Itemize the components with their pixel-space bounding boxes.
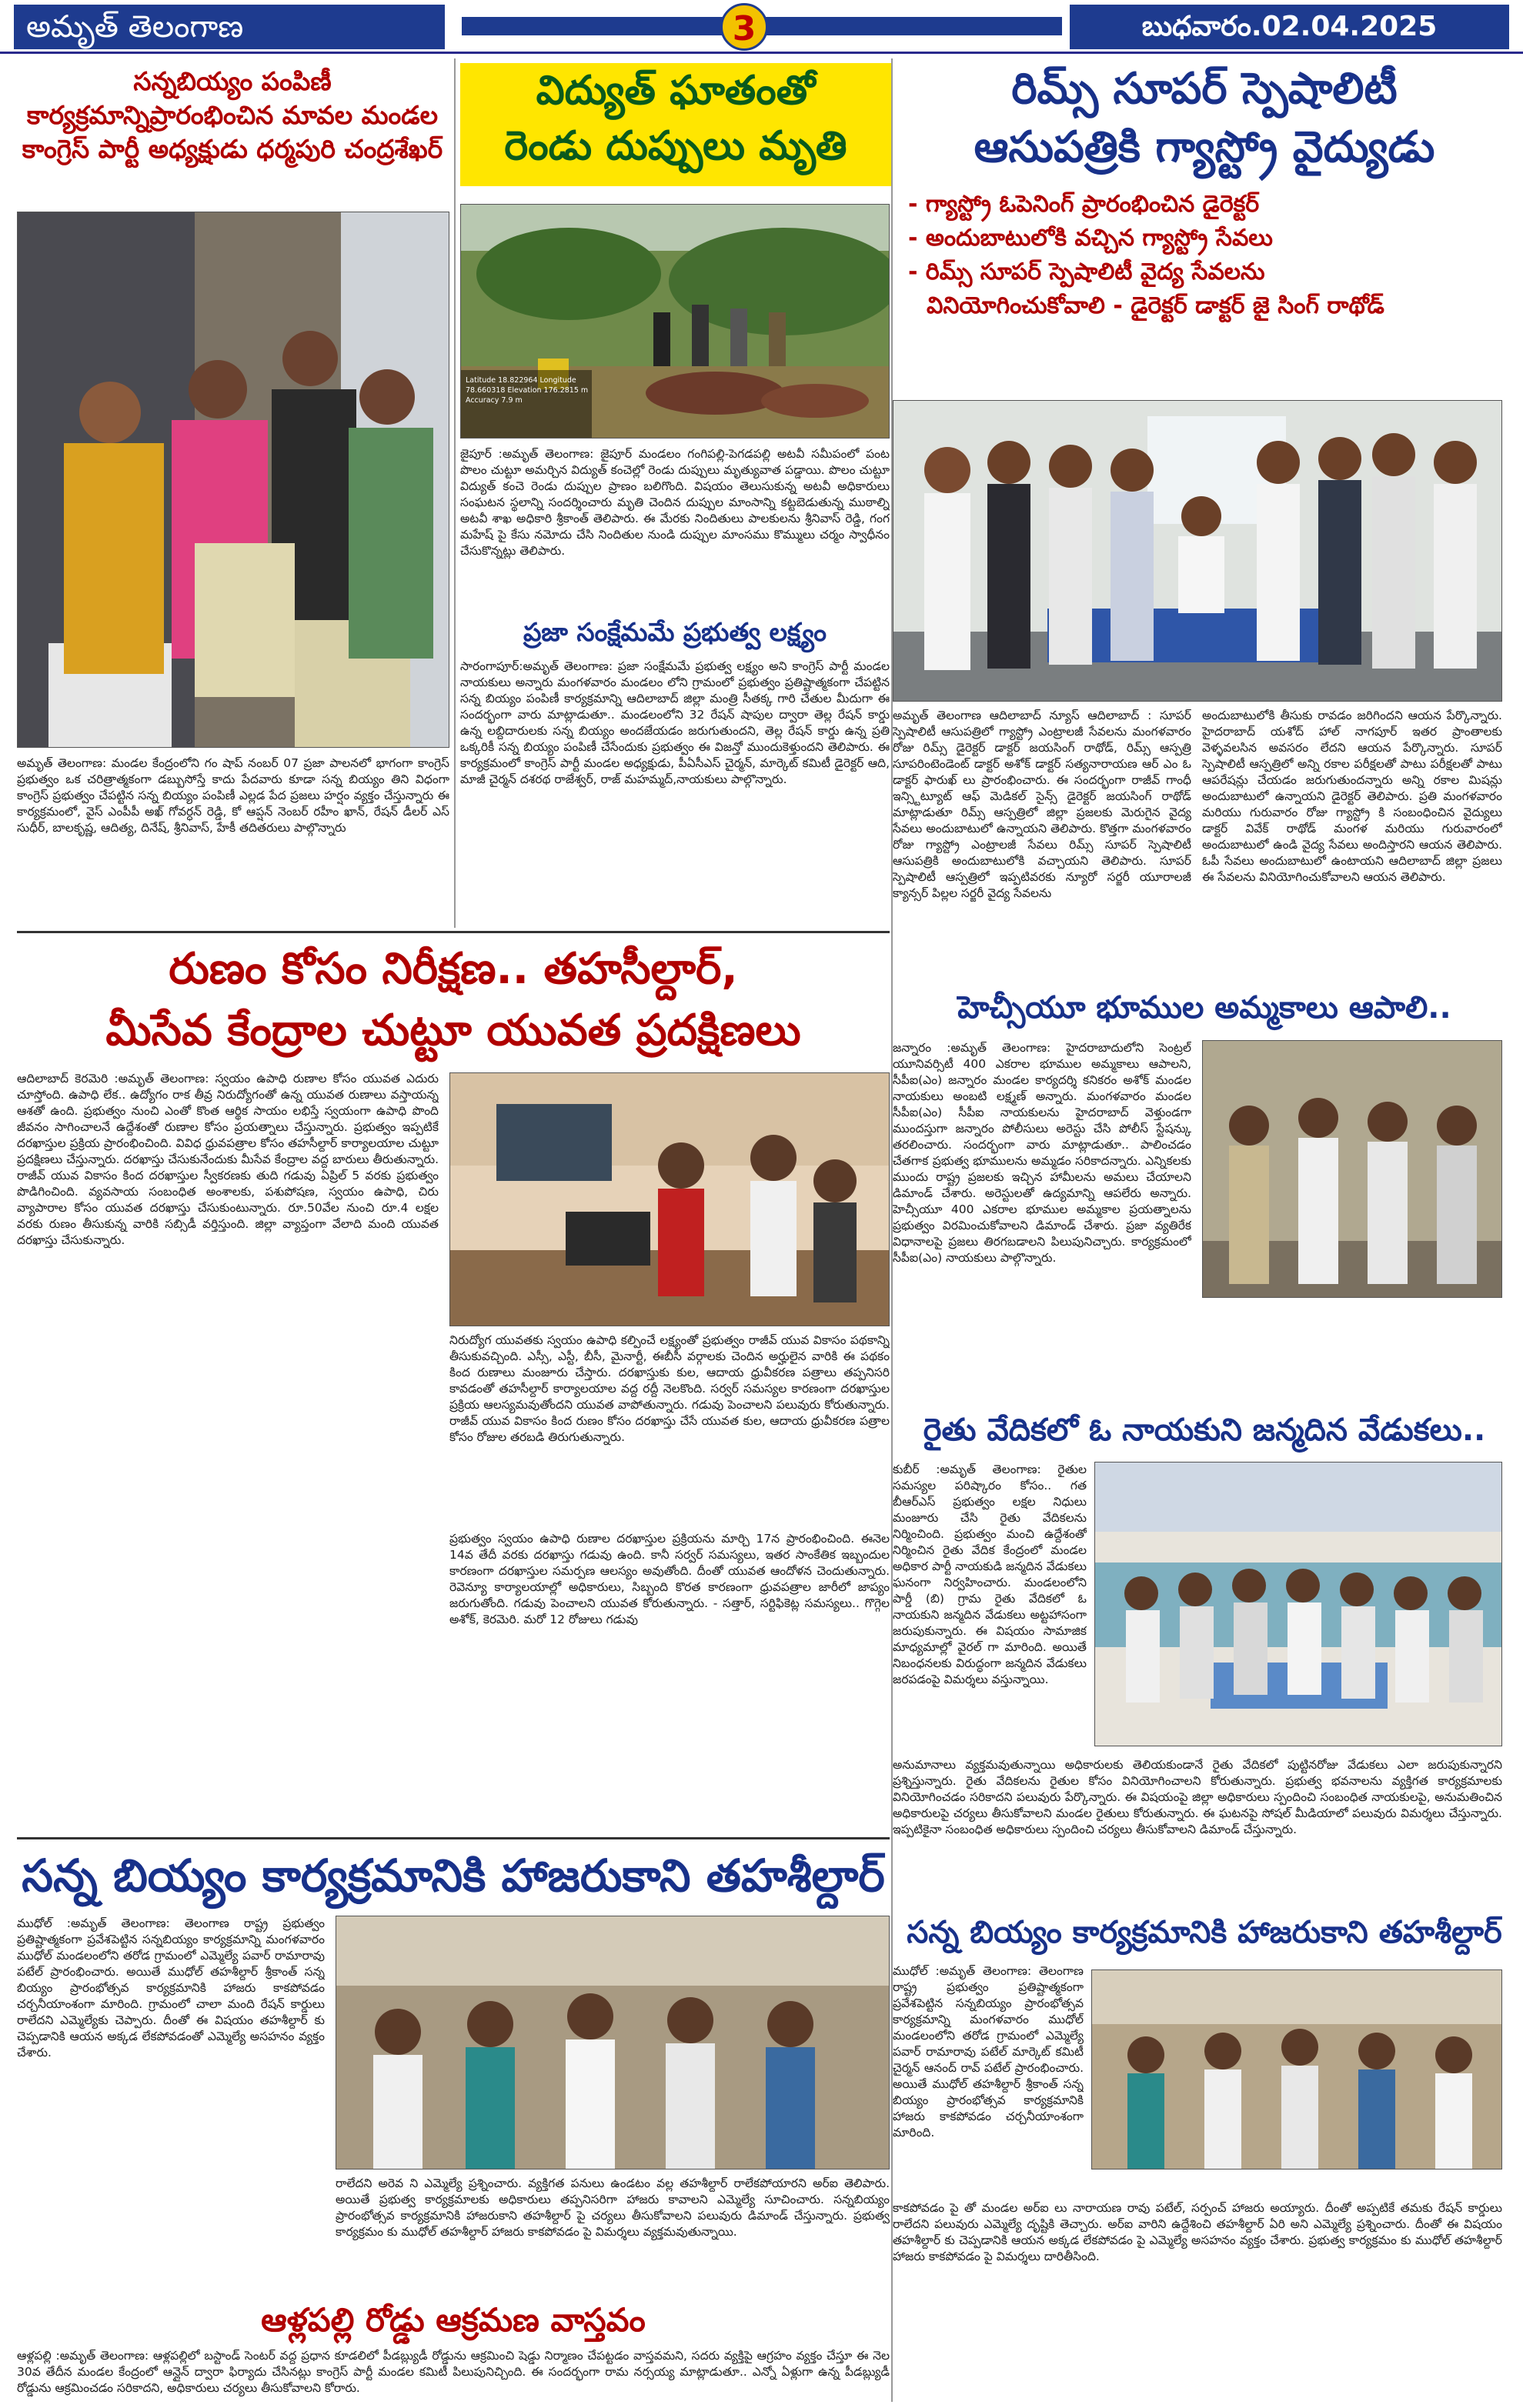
loans-headline-line2: మీసేవ కేంద్రాల చుట్టూ యువత ప్రదక్షిణలు — [105, 1006, 801, 1056]
rims-bullet-list — [908, 188, 1516, 395]
rims-bullet: - గ్యాస్ట్రో ఓపెనింగ్ ప్రారంభించిన డైరెక్టర్ — [908, 191, 1260, 218]
tahsildar-left-col2: రాలేదని అరెవ ని ఎమ్మెల్యే ప్రశ్నించారు. వ్యక్తిగత పనులు ఉండటం వల్ల తహశీల్దార్ రాలేకపోయారని అర్ఐ తెలిపారు. అయితే ప్రభుత్వ కార్యక్రమాలకు అధికారులు తప్పనిసరిగా హాజరు కావాలని ఎమ్మెల్యే సూచించారు. సన్నబియ్యం ప్రారంభోత్సవ కార్యక్రమానికి హాజరుకాని తహశీల్దార్ పై చర్యలు తీసుకోవాలని పలువురు డిమాండ్ చేస్తున్నారు. ప్రభుత్వ కార్యక్రమం కు ముధోల్ తహశీల్దార్ హాజరు కాకపోవడం పై విమర్శలు వ్యక్తమవుతున్నాయి. — [336, 2176, 890, 2239]
cpim-arrest-photo — [1202, 1040, 1502, 1298]
electric-headline-box — [460, 63, 891, 186]
issue-date: బుధవారం.02.04.2025 — [1070, 5, 1509, 49]
rice-headline: సన్నబియ్యం పంపిణీ కార్యక్రమాన్నిప్రారంభించిన మావల మండల కాంగ్రెస్ పార్టీ అధ్యక్షుడు ధర్మపురి చంద్రశేఖర్ — [22, 66, 443, 164]
electric-headline-line1: విద్యుత్ ఘాతంతో — [536, 68, 816, 114]
hcu-article-body-cont — [893, 1300, 1502, 1392]
rice-scheme-event-photo — [1091, 1969, 1502, 2170]
tahsildar-headline-right: సన్న బియ్యం కార్యక్రమానికి హాజరుకాని తహశీల్దార్ — [907, 1915, 1502, 1950]
rice-distribution-photo — [17, 212, 449, 748]
road-headline: ఆళ్లపల్లి రోడ్డు ఆక్రమణ వాస్తవం — [261, 2301, 646, 2339]
loans-article-col2: నిరుద్యోగ యువతకు స్వయం ఉపాధి కల్పించే లక్ష్యంతో ప్రభుత్వం రాజీవ్ యువ వికాసం పథకాన్ని తీసుకువచ్చింది. ఎస్సీ, ఎస్టీ, బీసీ, మైనార్టీ, ఈబీసీ వర్గాలకు చెందిన అర్హులైన వారికి ఈ పథకం కింద రుణాలు మంజూరు చేస్తారు. దరఖాస్తుకు కుల, ఆదాయ ధ్రువీకరణ పత్రాలు తప్పనిసరి కావడంతో తహసీల్దార్ కార్యాలయాల వద్ద రద్దీ నెలకొంది. సర్వర్ సమస్యల కారణంగా దరఖాస్తుల ప్రక్రియ ఆలస్యమవుతోందని యువత వాపోతున్నారు. గడువు పెంచాలని పలువురు కోరుతున్నారు. రాజీవ్ యువ వికాసం కింద రుణం కోసం దరఖాస్తు చేసే యువత కుల, ఆదాయ ధ్రువీకరణ పత్రాల కోసం రోజుల తరబడి తిరుగుతున్నారు. — [449, 1333, 890, 1444]
road-article-body: ఆళ్లపల్లి :అమృత్ తెలంగాణ: ఆళ్లపల్లిలో బస్టాండ్ సెంటర్ వద్ద ప్రధాన కూడలిలో పీడబ్ల్యుడీ రోడ్డును ఆక్రమించి షెడ్డు నిర్మాణం చేపట్టడం వాస్తవమని, సదరు వ్యక్తిపై ఆగ్రహం వ్యక్తం చేస్తూ ఈ నెల 30వ తేదీన మండల కేంద్రంలో ఆన్లైన్ ద్వారా ఫిర్యాదు చేసినట్లు కాంగ్రెస్ పార్టీ మండల కమిటీ పిలుపునిచ్చింది. ఈ సందర్భంగా రామ నర్సయ్య మాట్లాడుతూ.. ఎన్నో ఏళ్లుగా ఉన్న పీడబ్ల్యుడీ రోడ్డును ఆక్రమించడం సరికాదని, అధికారులు చర్యలు తీసుకోవాలని కోరారు. — [17, 2349, 890, 2395]
rims-article-col1: అమృత్ తెలంగాణ ఆదిలాబాద్ న్యూస్ ఆదిలాబాద్ : సూపర్ స్పెషాలిటీ ఆసుపత్రిలో గ్యాస్ట్రో ఎంట్రాలజీ సేవలను మంగళవారం రోజు రిమ్స్ డైరెక్టర్ డాక్టర్ జయసింగ్ రాథోడ్, రిమ్స్ ఆస్పత్రి సూపరింటెండెంట్ డాక్టర్ అశోక్ డాక్టర్ సత్యనారాయణ ఆర్ ఎం ఓ డాక్టర్ ఫారుఖ్ లు ప్రారంభించారు. ఈ సందర్భంగా రాజీవ్ గాంధీ ఇన్స్టిట్యూట్ ఆఫ్ మెడికల్ సైన్స్ డైరెక్టర్ జయసింగ్ రాథోడ్ మాట్లాడుతూ రిమ్స్ ఆస్పత్రిలో జిల్లా ప్రజలకు మెరుగైన వైద్య సేవలు అందుబాటులో ఉన్నాయని తెలిపారు. కొత్తగా మంగళవారం రోజు గ్యాస్ట్రో ఎంట్రాలజీ సేవలు రిమ్స్ సూపర్ స్పెషాలిటీ ఆసుపత్రికి అందుబాటులోకి వచ్చాయని తెలిపారు. సూపర్ స్పెషాలిటీ ఆస్పత్రిలో ఇప్పటివరకు న్యూరో సర్జరీ యూరాలజీ క్యాన్సర్ పిల్లల సర్జరీ వైద్య సేవలను — [893, 709, 1191, 900]
tahsildar-right-col2: కాకపోవడం పై తో మండల అర్ఐ లు నారాయణ రావు పటేల్, సర్పంచ్ హాజరు అయ్యారు. దీంతో అప్పటికే తమకు రేషన్ కార్డులు రాలేదని పలువురు ఎమ్మెల్యే దృష్టికి తెచ్చారు. అర్ఐ వారిని ఉద్దేశించి తహశీల్దార్ ఏరి అని ఎమ్మెల్యే ప్రశ్నించారు. దీంతో ఈ విషయం తహశీల్దార్ కు చెప్పడానికి ఆయన అక్కడ లేకపోవడం పై ఎమ్మెల్యే అసహనం వ్యక్తం చేశారు. ప్రభుత్వ కార్యక్రమం కు ముధోల్ తహశీల్దార్ హాజరు కాకపోవడం పై విమర్శలు దారితీసింది. — [893, 2201, 1502, 2263]
hcu-article-body: జన్నారం :అమృత్ తెలంగాణ: హైదరాబాదులోని సెంట్రల్ యూనివర్సిటీ 400 ఎకరాల భూముల అమ్మకాలు ఆపాలని, సీపీఐ(ఎం) జన్నారం మండల కార్యదర్శి కనికరం అశోక్ మండల నాయకులు అంబటి లక్ష్మణ్ అన్నారు. మంగళవారం మండల సీపీఐ(ఎం) సీపీఐ నాయకులను హైదరాబాద్ వెళ్తుండగా ముందస్తుగా జన్నారం పోలీసులు అరెస్టు చేసి పోలీస్ స్టేషన్కు తరలించారు. సందర్భంగా వారు మాట్లాడుతూ.. పాలించడం చేతగాక ప్రభుత్వ భూములను అమ్మడం సరికాదన్నారు. ఎన్నికలకు ముందు రాష్ట్ర ప్రజలకు ఇచ్చిన హామీలను అమలు చేయాలని డిమాండ్ చేశారు. అరెస్టులతో ఉద్యమాన్ని ఆపలేరు అన్నారు. హెచ్సీయూ 400 ఎకరాల భూముల అమ్మకాల ప్రయత్నాలను ప్రభుత్వం విరమించుకోవాలని డిమాండ్ చేశారు. ప్రజా వ్యతిరేక విధానాలపై ప్రజలు తిరగబడాలని పిలుపునిచ్చారు. కార్యక్రమంలో సీపీఐ(ఎం) నాయకులు పాల్గొన్నారు. — [893, 1041, 1191, 1265]
page-number: 3 — [720, 3, 768, 51]
tahsildar-right-col1: ముధోల్ :అమృత్ తెలంగాణ: తెలంగాణ రాష్ట్ర ప్రభుత్వం ప్రతిష్టాత్మకంగా ప్రవేశపెట్టిన సన్నబియ్యం ప్రారంభోత్సవ కార్యక్రమాన్ని మంగళవారం ముధోల్ మండలంలోని తరోడ గ్రామంలో ఎమ్మెల్యే పవార్ రామారావు పటేల్ మార్కెట్ కమిటీ చైర్మన్ ఆనంద్ రావ్ పటేల్ ప్రారంభించారు. అయితే ముధోల్ తహశీల్దార్ శ్రీకాంత్ సన్న బియ్యం ప్రారంభోత్సవ కార్యక్రమానికి హాజరు కాకపోవడం చర్చనీయాంశంగా మారింది. — [893, 1964, 1084, 2140]
section-divider — [17, 1837, 890, 1839]
tahsildar-left-col1: ముధోల్ :అమృత్ తెలంగాణ: తెలంగాణ రాష్ట్ర ప్రభుత్వం ప్రతిష్టాత్మకంగా ప్రవేశపెట్టిన సన్నబియ్యం కార్యక్రమాన్ని మంగళవారం ముధోల్ మండలంలోని తరోడ గ్రామంలో ఎమ్మెల్యే పవార్ రామారావు పటేల్ ప్రారంభించారు. అయితే ముధోల్ తహశీల్దార్ శ్రీకాంత్ సన్న బియ్యం ప్రారంభోత్సవ కార్యక్రమానికి హాజరు కాకపోవడం చర్చనీయాంశంగా మారింది. గ్రామంలో చాలా మంది రేషన్ కార్డులు రాలేదని ఎమ్మెల్యేకు చెప్పారు. దీంతో ఈ విషయం తహశీల్దార్ కు చెప్పడానికి ఆయన అక్కడ లేకపోవడంతో ఎమ్మెల్యే అసహనం వ్యక్తం చేశారు. — [17, 1916, 325, 2059]
masthead — [0, 0, 1523, 54]
rice-article-body: అమృత్ తెలంగాణ: మండల కేంద్రంలోని గం షాప్ నంబర్ 07 ప్రజా పాలనలో భాగంగా కాంగ్రెస్ ప్రభుత్వం ఒక చరిత్రాత్మకంగా డబ్బుసోస్తే కాదు పేదవారు కూడా సన్న బియ్యం తిని విధంగా కాంగ్రెస్ ప్రభుత్వం చేపట్టిన సన్న బియ్యం పంపిణీ ఎల్లడ పేద ప్రజలు హర్షం వ్యక్తం చేస్తున్నారు ఈ కార్యక్రమంలో, వైస్ ఎంపీపీ అఖ్ గోవర్ధన్ రెడ్డి, కో ఆప్షన్ నెంబర్ రహీం ఖాన్, రేషన్ డీలర్ ఎస్ సుధీర్, బాలకృష్ణ, ఆదిత్య, దినేష్, శ్రీనివాస్, హేకీ తదితరులు పాల్గొన్నారు — [17, 756, 449, 835]
column-divider — [891, 58, 893, 2402]
rims-bullet: - రిమ్స్ సూపర్ స్పెషాలిటీ వైద్య సేవలను — [908, 258, 1265, 285]
rims-bullet: - అందుబాటులోకి వచ్చిన గ్యాస్ట్రో సేవలు — [908, 225, 1273, 252]
rice-scheme-meeting-photo — [336, 1916, 890, 2170]
rims-article-col2: అందుబాటులోకి తీసుకు రావడం జరిగిందని ఆయన పేర్కొన్నారు. హైదరాబాద్ యశోద్ హాల్ నాగపూర్ ఇతర ప్రాంతాలకు వెళ్ళవలసిన అవసరం లేదని ఆయన పేర్కొన్నారు. సూపర్ స్పెషాలిటీ ఆస్పత్రిలో అన్ని రకాల పరీక్షలతో పాటు పరీక్షలతో పాటు ఆపరేషన్లు చేయడం జరుగుతుందన్నారు అన్ని రకాల మిషన్లు అందుబాటులో ఉన్నాయని డైరెక్టర్ తెలిపారు. ప్రతి మంగళవారం మరియు గురువారం రోజు గ్యాస్ట్రో కి సంబంధించిన వైద్యులు డాక్టర్ వివేక్ రాథోడ్ మంగళ మరియు గురువారంలో అందుబాటులో ఉండి వైద్య సేవలు అందిస్తారని ఆయన తెలిపారు. ఓపీ సేవలు అందుబాటులో ఉంటాయని ఆదిలాబాద్ జిల్లా ప్రజలు ఈ సేవలను వినియోగించుకోవాలని ఆయన తెలిపారు. — [1202, 709, 1502, 884]
hcu-headline: హెచ్సీయూ భూముల అమ్మకాలు ఆపాలి.. — [957, 990, 1451, 1026]
rims-bullet: వినియోగించుకోవాలి - డైరెక్టర్ డాక్టర్ జై సింగ్ రాథోడ్ — [927, 292, 1384, 319]
column-divider — [454, 58, 456, 928]
paper-name: అమృత్ తెలంగాణ — [14, 5, 445, 49]
photo-gps-caption: Latitude 18.822964 Longitude 78.660318 Elevation 176.2815 m Accuracy 7.9 m — [466, 376, 589, 405]
loans-headline-line1: రుణం కోసం నిరీక్షణ.. తహసీల్దార్, — [169, 944, 738, 994]
loans-article-col3: ప్రభుత్వం స్వయం ఉపాధి రుణాల దరఖాస్తుల ప్రక్రియను మార్చి 17న ప్రారంభించింది. ఈనెల 14వ తేదీ వరకు దరఖాస్తు గడువు ఉంది. కానీ సర్వర్ సమస్యలు, ఇతర సాంకేతిక ఇబ్బందుల కారణంగా దరఖాస్తుల సమర్పణ ఆలస్యం అవుతోంది. దీంతో యువత ఆందోళన చెందుతున్నారు. రెవెన్యూ కార్యాలయాల్లో అధికారులు, సిబ్బంది కొరత కారణంగా ధ్రువపత్రాల జారీలో జాప్యం జరుగుతోంది. గడువు పెంచాలని యువత కోరుతున్నారు. - సత్తార్, సర్టిఫికెట్ల సమస్యలు.. గొగ్గెల అశోక్, కెరమెరి. మరో 12 రోజులు గడువు — [449, 1532, 890, 1626]
welfare-headline: ప్రజా సంక్షేమమే ప్రభుత్వ లక్ష్యం — [523, 617, 827, 647]
electric-headline-line2: రెండు దుప్పులు మృతి — [504, 123, 847, 169]
deer-photo — [460, 204, 890, 439]
birthday-article-col2: అనుమానాలు వ్యక్తమవుతున్నాయి అధికారులకు తెలియకుండానే రైతు వేదికలో పుట్టినరోజు వేడుకలు ఎలా జరుపుకున్నారని ప్రశ్నిస్తున్నారు. రైతు వేదికలను రైతుల కోసం వినియోగించాలని కోరుతున్నారు. ప్రభుత్వ భవనాలను వ్యక్తిగత కార్యక్రమాలకు వినియోగించడం సరికాదని పలువురు పేర్కొన్నారు. ఈ విషయంపై జిల్లా అధికారులు స్పందించి సంబంధిత నాయకులపై, అనుమతించిన అధికారులపై చర్యలు తీసుకోవాలని మండల రైతులు కోరుతున్నారు. ఈ ఘటనపై సోషల్ మీడియాలో పలువురు విమర్శలు చేస్తున్నారు. ఇప్పటికైనా సంబంధిత అధికారులు స్పందించి చర్యలు తీసుకోవాలని డిమాండ్ చేస్తున్నారు. — [893, 1758, 1502, 1836]
welfare-article-body: సారంగాపూర్:అమృత్ తెలంగాణ: ప్రజా సంక్షేమమే ప్రభుత్వ లక్ష్యం అని కాంగ్రెస్ పార్టీ మండల నాయకులు అన్నారు మంగళవారం మండలం లోని గ్రామంలో ప్రభుత్వం ప్రతిష్టాత్మకంగా చేపట్టిన సన్న బియ్యం పంపిణీ కార్యక్రమాన్ని ఆదిలాబాద్ జిల్లా మంత్రి సీతక్క గారి చేతుల మీదుగా ఈ సందర్భంగా వారు మాట్లాడుతూ.. మండలంలోని 32 రేషన్ షాపుల ద్వారా తెల్ల రేషన్ కార్డు ఉన్న లబ్దిదారులకు సన్న బియ్యం అందజేయడం జరుగుతుందని, తెల్ల రేషన్ కార్డు ఉన్న ప్రతి ఒక్కరికీ సన్న బియ్యం పంపిణీ చేసేందుకు ప్రభుత్వం ఈ విజన్తో ముందుకెళ్తుందని తెలిపారు. ఈ కార్యక్రమంలో కాంగ్రెస్ పార్టీ మండల అధ్యక్షుడు, పీఏసీఎస్ చైర్మన్, మార్కెట్ కమిటీ డైరెక్టర్ ఆది, మాజీ చైర్మన్ దశరథ రాజేశ్వర్, రాజ్ మహమ్మద్,నాయకులు పాల్గొన్నారు. — [460, 659, 890, 786]
rims-doctors-photo — [893, 400, 1502, 702]
birthday-article-col1: కుబీర్ :అమృత్ తెలంగాణ: రైతుల సమస్యల పరిష్కారం కోసం.. గత బీఆర్ఎస్ ప్రభుత్వం లక్షల నిధులు మంజూరు చేసి రైతు వేదికలను నిర్మించింది. ప్రభుత్వం మంచి ఉద్దేశంతో నిర్మించిన రైతు వేదిక కేంద్రంలో మండల అధికార పార్టీ నాయకుడి జన్మదిన వేడుకలు ఘనంగా నిర్వహించారు. మండలంలోని పార్డీ (బి) గ్రామ రైతు వేదికలో ఓ నాయకుని జన్మదిన వేడుకలు అట్టహాసంగా జరుపుకున్నారు. ఈ విషయం సామాజిక మాధ్యమాల్లో వైరల్ గా మారింది. అయితే నిబంధనలకు విరుద్ధంగా జన్మదిన వేడుకలు జరపడంపై విమర్శలు వస్తున్నాయి. — [893, 1462, 1087, 1686]
loans-article-col1: ఆదిలాబాద్ కెరమెరి :అమృత్ తెలంగాణ: స్వయం ఉపాధి రుణాల కోసం యువత ఎదురు చూస్తోంది. ఉపాధి లేక.. ఉద్యోగం రాక తీవ్ర నిరుద్యోగంతో ఉన్న యువత రుణాలు వస్తాయన్న ఆశతో ఉంది. ప్రభుత్వం నుంచి ఎంతో కొంత ఆర్థిక సాయం లభిస్తే స్వయంగా ఉపాధి పొంది జీవనం సాగించాలనే ఉద్దేశంతో రుణాల కోసం ప్రయత్నాలు చేస్తున్నారు. ప్రభుత్వం ఇప్పటికే దరఖాస్తుల ప్రక్రియ ప్రారంభించింది. వివిధ ధ్రువపత్రాల కోసం తహసీల్దార్ కార్యాలయాల చుట్టూ ప్రదక్షిణలు చేస్తున్నారు. దరఖాస్తు చేసుకునేందుకు మీసేవ కేంద్రాల వద్ద బారులు తీరుతున్నారు. రాజీవ్ యువ వికాసం కింద దరఖాస్తుల స్వీకరణకు తుది గడువు ఏప్రిల్ 5 వరకు ప్రభుత్వం పొడిగించింది. వ్యవసాయ సంబంధిత అంశాలకు, పశుపోషణ, స్వయం ఉపాధి, చిరు వ్యాపారాల కోసం యువత దరఖాస్తు చేసుకుంటున్నారు. రూ.50వేల నుంచి రూ.4 లక్షల వరకు రుణం తీసుకున్న వారికి సబ్సిడీ వర్తిస్తుంది. జిల్లా వ్యాప్తంగా వేలాది మంది యువత దరఖాస్తు చేసుకున్నారు. — [17, 1072, 439, 1247]
mee-seva-office-photo — [449, 1072, 890, 1326]
tahsildar-headline-left: సన్న బియ్యం కార్యక్రమానికి హాజరుకాని తహశీల్దార్ — [22, 1849, 885, 1902]
birthday-headline: రైతు వేదికలో ఓ నాయకుని జన్మదిన వేడుకలు.. — [923, 1412, 1486, 1448]
rims-headline-line1: రిమ్స్ సూపర్ స్పెషాలిటీ — [1011, 64, 1398, 114]
rims-headline-line2: ఆసుపత్రికి గ్యాస్ట్రో వైద్యుడు — [974, 122, 1435, 172]
birthday-celebration-photo — [1094, 1462, 1502, 1746]
section-divider — [17, 931, 890, 933]
electric-article-body: జైపూర్ :అమృత్ తెలంగాణ: జైపూర్ మండలం గంగిపల్లి-పెగడపల్లి అటవీ సమీపంలో పంట పొలం చుట్టూ అమర్చిన విద్యుత్ కంచెల్లో రెండు దుప్పులు మృత్యువాత పడ్డాయి. పొలం చుట్టూ విద్యుత్ కంచె రెండు దుప్పుల ప్రాణం బలిగొంది. విషయం తెలుసుకున్న అటవీ అధికారులు సంఘటన స్థలాన్ని సందర్శించారు మృతి చెందిన దుప్పుల మాంసాన్ని కట్టబెడుతున్న ముఠాల్ని అటవీ శాఖ అధికారి శ్రీకాంత్ తెలిపారు. ఈ మేరకు నిందితులు పాలకులను శ్రీనివాస్ రెడ్డి, గంగ మహేష్ పై కేసు నమోదు చేసి నిందితుల నుండి దుప్పుల మాంసము కొమ్ములు చర్మం స్వాధీనం చేసుకొన్నట్లు తెలిపారు. — [460, 447, 890, 558]
